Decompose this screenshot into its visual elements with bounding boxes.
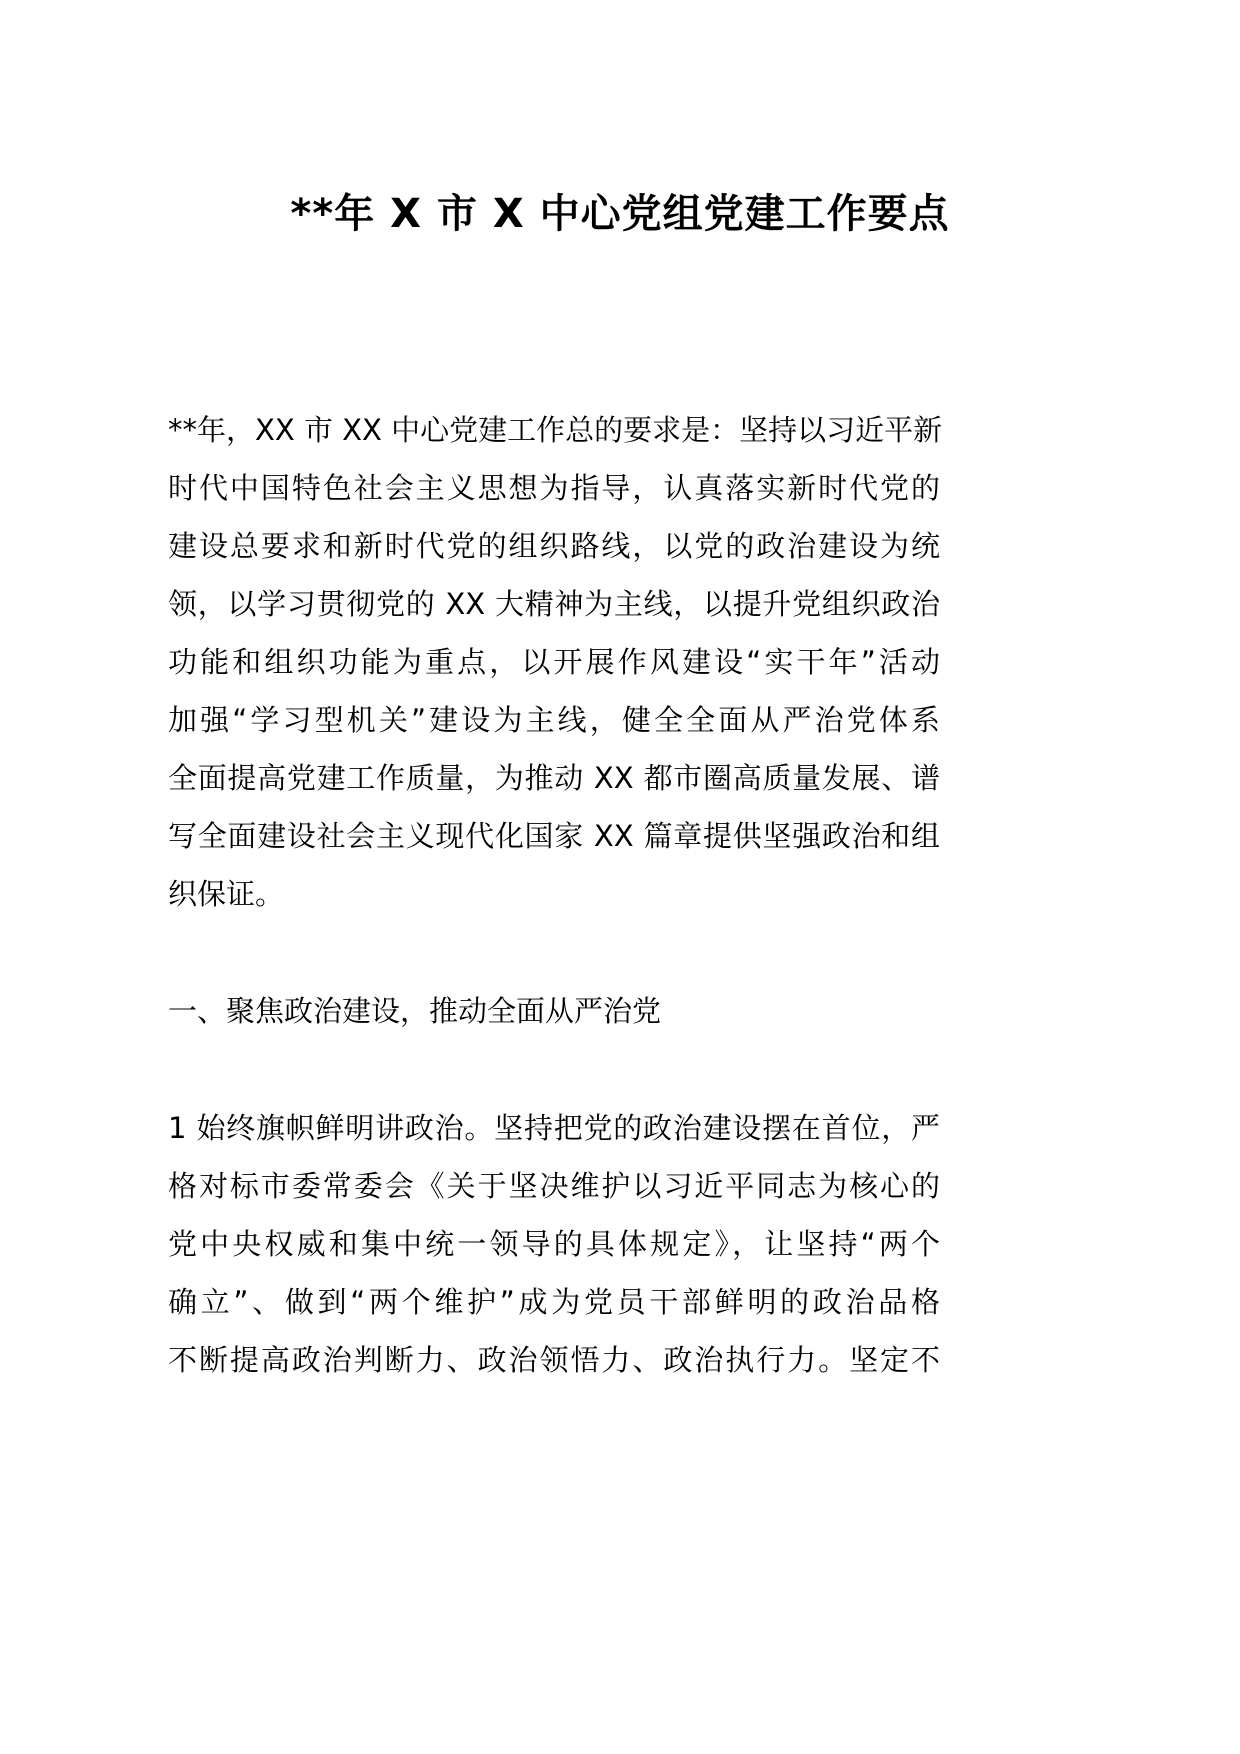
text-line: 党中央权威和集中统一领导的具体规定》，让坚持“两个 xyxy=(168,1227,940,1261)
text-line: 建设总要求和新时代党的组织路线，以党的政治建设为统 xyxy=(168,529,940,563)
section-heading-text: 一、聚焦政治建设，推动全面从严治党 xyxy=(168,994,662,1028)
text-line: 时代中国特色社会主义思想为指导，认真落实新时代党的 xyxy=(168,471,940,505)
text-line: 1 始终旗帜鲜明讲政治。坚持把党的政治建设摆在首位，严 xyxy=(168,1111,940,1145)
document-title: **年 X 市 X 中心党组党建工作要点 xyxy=(290,191,950,237)
text-line: **年，XX 市 XX 中心党建工作总的要求是：坚持以习近平新 xyxy=(168,413,943,447)
section-heading xyxy=(168,982,940,1040)
intro-paragraph xyxy=(168,401,943,923)
text-line: 织保证。 xyxy=(168,877,285,911)
text-line: 写全面建设社会主义现代化国家 XX 篇章提供坚强政治和组 xyxy=(168,819,940,853)
text-line: 不断提高政治判断力、政治领悟力、政治执行力。坚定不 xyxy=(168,1343,940,1377)
section-paragraph xyxy=(168,1099,940,1389)
text-line: 功能和组织功能为重点，以开展作风建设“实干年”活动 xyxy=(168,645,940,679)
text-line: 确立”、做到“两个维护”成为党员干部鲜明的政治品格 xyxy=(168,1285,940,1319)
text-line: 加强“学习型机关”建设为主线，健全全面从严治党体系 xyxy=(168,703,940,737)
text-line: 格对标市委常委会《关于坚决维护以习近平同志为核心的 xyxy=(168,1169,940,1203)
text-line: 全面提高党建工作质量，为推动 XX 都市圈高质量发展、谱 xyxy=(168,761,940,795)
text-line: 领，以学习贯彻党的 XX 大精神为主线，以提升党组织政治 xyxy=(168,587,940,621)
